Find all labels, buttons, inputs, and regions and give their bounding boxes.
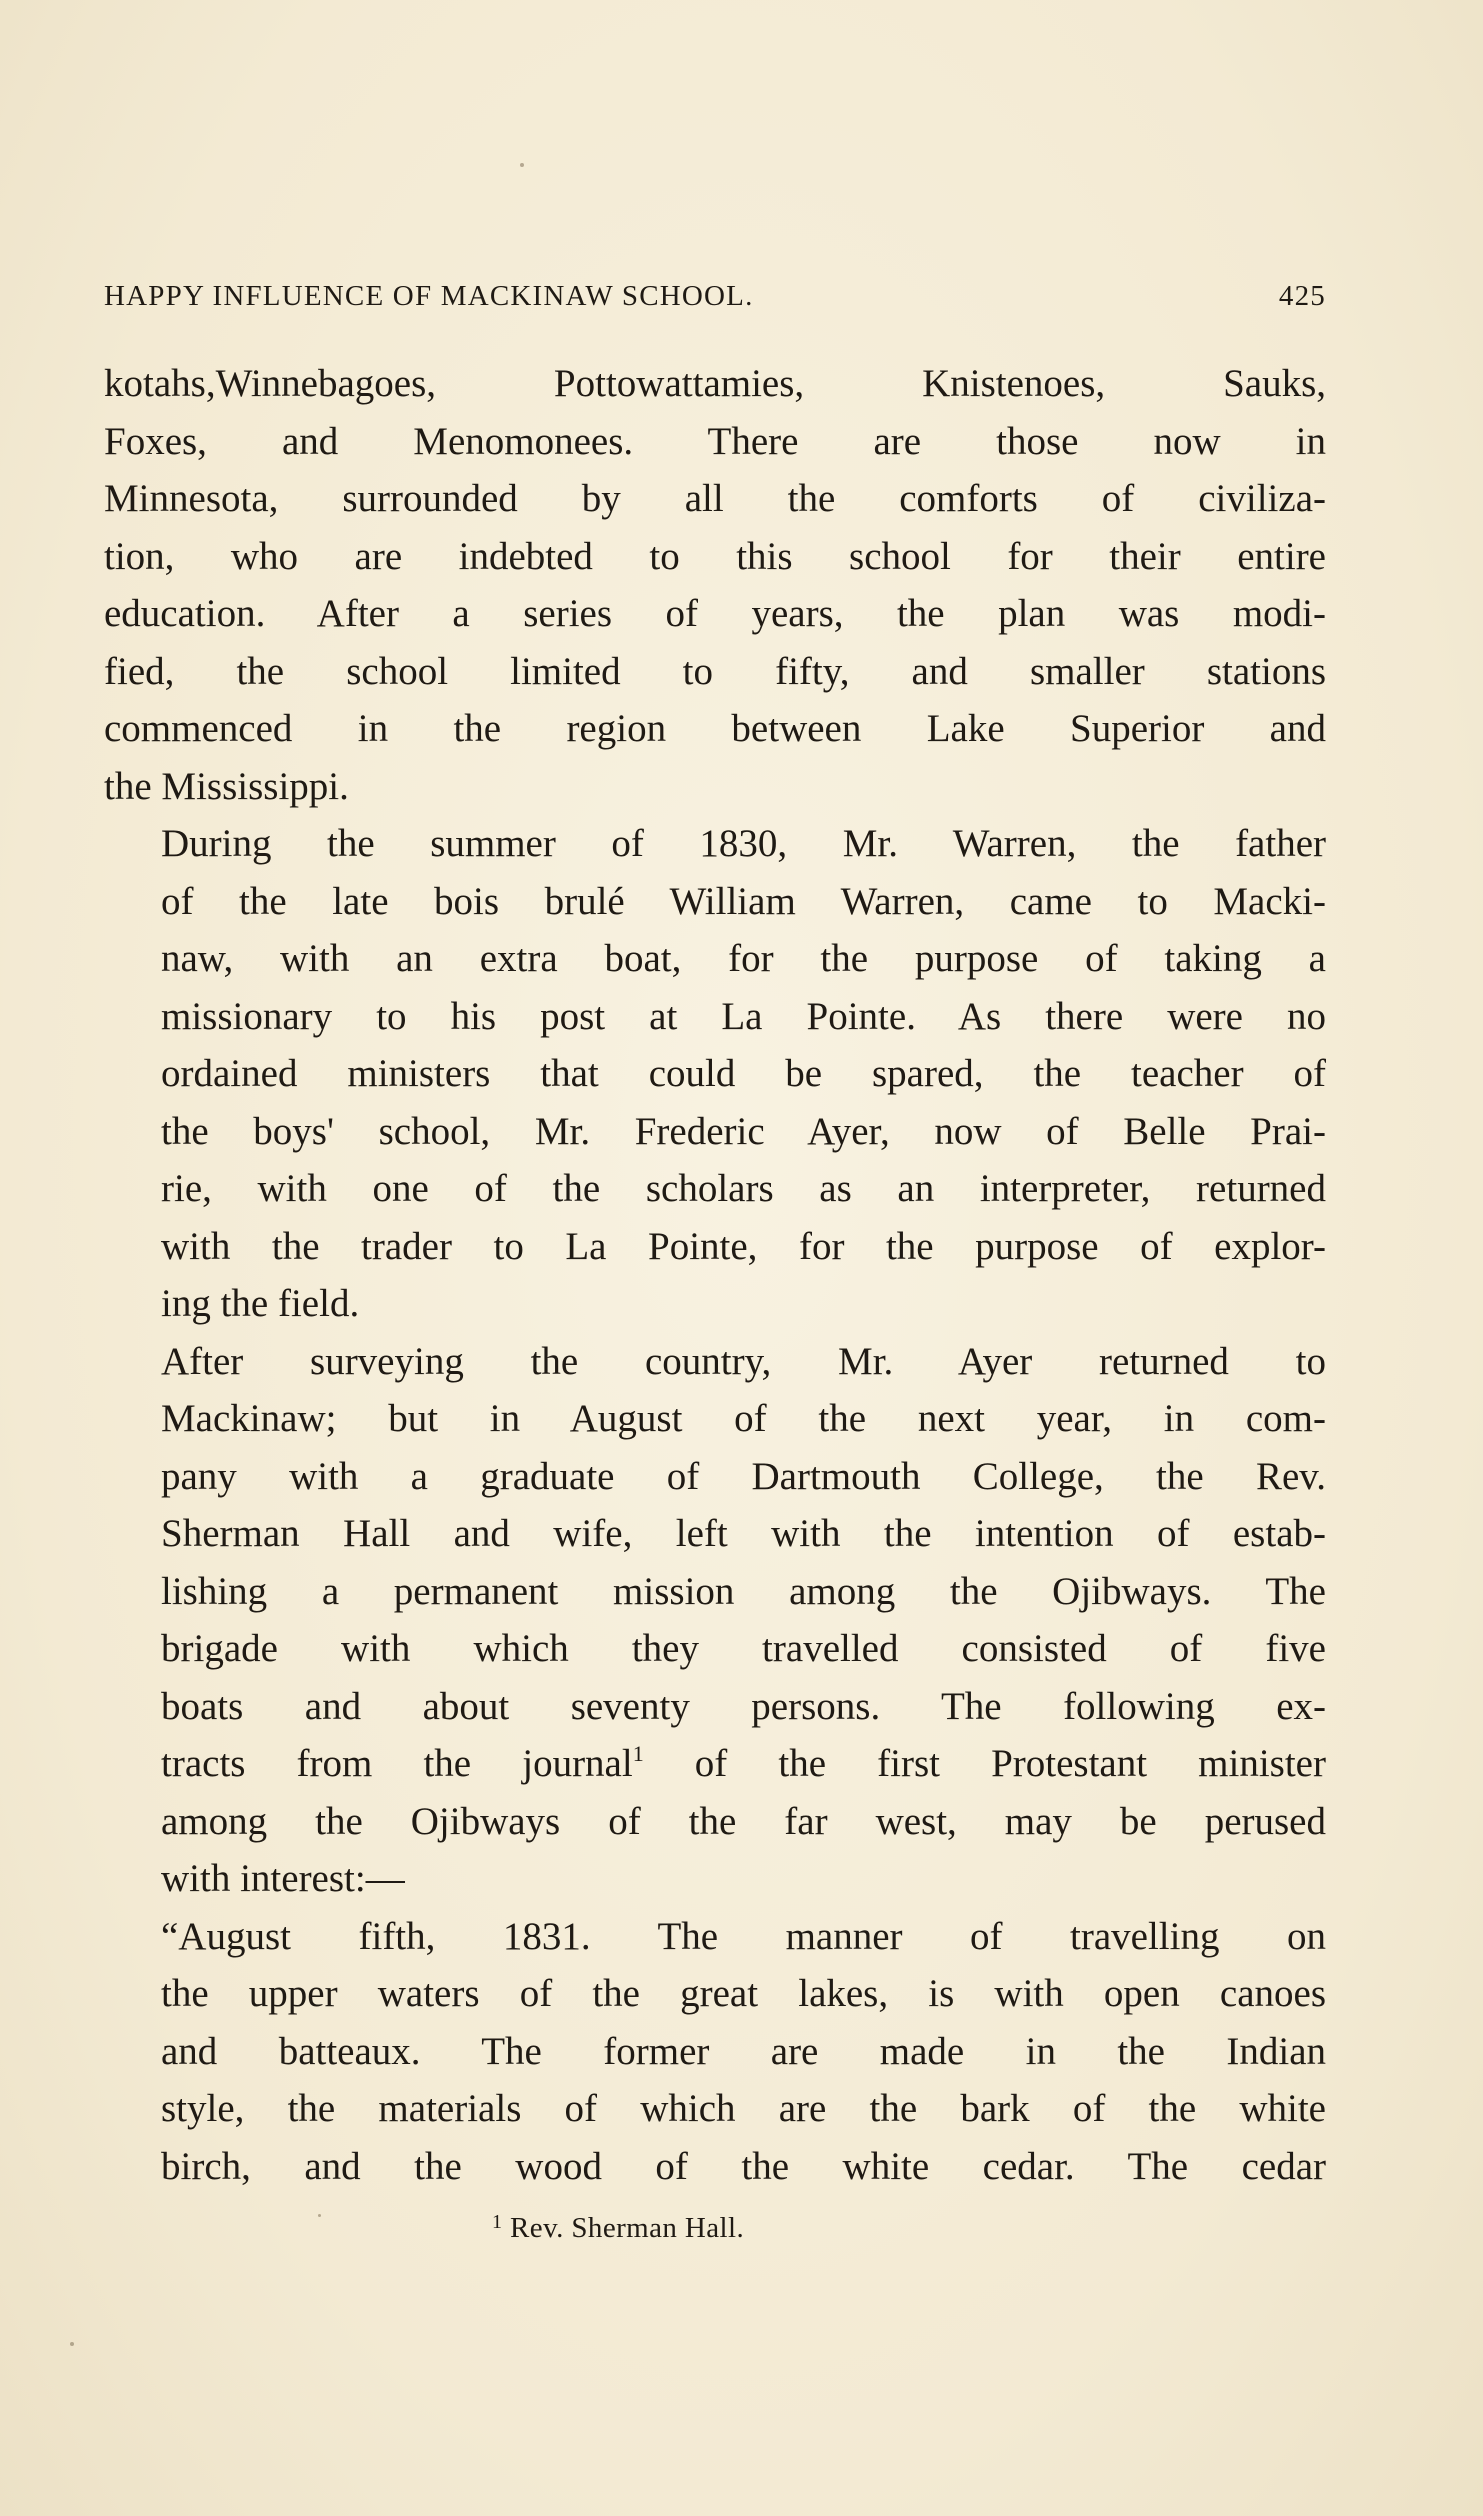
text-line: Sherman Hall and wife, left with the intention of estab- — [161, 1512, 1326, 1555]
text-line: “August fifth, 1831. The manner of travelling on — [161, 1914, 1326, 1958]
text-line: lishing a permanent mission among the Ojibways. The — [161, 1569, 1326, 1613]
text-line: ing the field. — [161, 1282, 360, 1325]
text-fragment: of the first Protestant minister — [643, 1742, 1326, 1785]
text-line: tion, who are indebted to this school for their entire — [104, 534, 1326, 578]
text-line: naw, with an extra boat, for the purpose of taking a — [161, 937, 1326, 980]
text-line-with-footnote — [104, 1735, 1326, 1793]
body-text — [104, 355, 1326, 2195]
text-line: missionary to his post at La Pointe. As there were no — [161, 994, 1326, 1038]
text-line: the upper waters of the great lakes, is with open canoes — [161, 1972, 1326, 2015]
text-line: education. After a series of years, the plan was modi- — [104, 592, 1326, 635]
footnote-text: Rev. Sherman Hall. — [502, 2212, 745, 2244]
paragraph-3 — [104, 1333, 1326, 1908]
text-line: style, the materials of which are the bark of the white — [161, 2087, 1326, 2130]
paragraph-2 — [104, 815, 1326, 1333]
paper-speck — [70, 2342, 74, 2346]
text-fragment: tracts from the journal — [161, 1742, 633, 1785]
text-line: birch, and the wood of the white cedar. The cedar — [161, 2144, 1326, 2188]
text-line: rie, with one of the scholars as an interpreter, returned — [161, 1167, 1326, 1210]
text-line: ordained ministers that could be spared, the teacher of — [161, 1052, 1326, 1095]
paragraph-1 — [104, 355, 1326, 815]
text-line: pany with a graduate of Dartmouth College, the Rev. — [161, 1454, 1326, 1498]
text-line: fied, the school limited to fifty, and smaller stations — [104, 649, 1326, 693]
footnote-marker: 1 — [492, 2211, 503, 2233]
text-line: boats and about seventy persons. The following ex- — [161, 1684, 1326, 1728]
paper-speck — [520, 163, 524, 167]
text-line: kotahs,Winnebagoes, Pottowattamies, Knistenoes, Sauks, — [104, 362, 1326, 405]
text-line: and batteaux. The former are made in the Indian — [161, 2029, 1326, 2073]
text-line: Minnesota, surrounded by all the comforts of civiliza- — [104, 477, 1326, 520]
text-line: the Mississippi. — [104, 764, 349, 808]
text-line: After surveying the country, Mr. Ayer returned to — [161, 1339, 1326, 1383]
text-line: During the summer of 1830, Mr. Warren, the father — [161, 822, 1326, 865]
paper-speck — [318, 2214, 321, 2217]
page-number: 425 — [1278, 280, 1326, 312]
text-line: with interest:— — [161, 1857, 405, 1900]
text-line: Mackinaw; but in August of the next year, in com- — [161, 1397, 1326, 1440]
text-line: among the Ojibways of the far west, may be perused — [161, 1799, 1326, 1843]
footnote-reference: 1 — [632, 1741, 644, 1766]
text-line: Foxes, and Menomonees. There are those now in — [104, 419, 1326, 463]
running-head-title: HAPPY INFLUENCE OF MACKINAW SCHOOL. — [104, 280, 754, 312]
text-line: with the trader to La Pointe, for the purpose of explor- — [161, 1224, 1326, 1268]
footnote — [492, 2212, 744, 2245]
running-head — [104, 280, 1326, 320]
text-line: the boys' school, Mr. Frederic Ayer, now of Belle Prai- — [161, 1109, 1326, 1153]
text-line: of the late bois brulé William Warren, came to Macki- — [161, 879, 1326, 923]
text-line: brigade with which they travelled consisted of five — [161, 1627, 1326, 1670]
paragraph-4 — [104, 1908, 1326, 2196]
text-line: commenced in the region between Lake Superior and — [104, 707, 1326, 750]
